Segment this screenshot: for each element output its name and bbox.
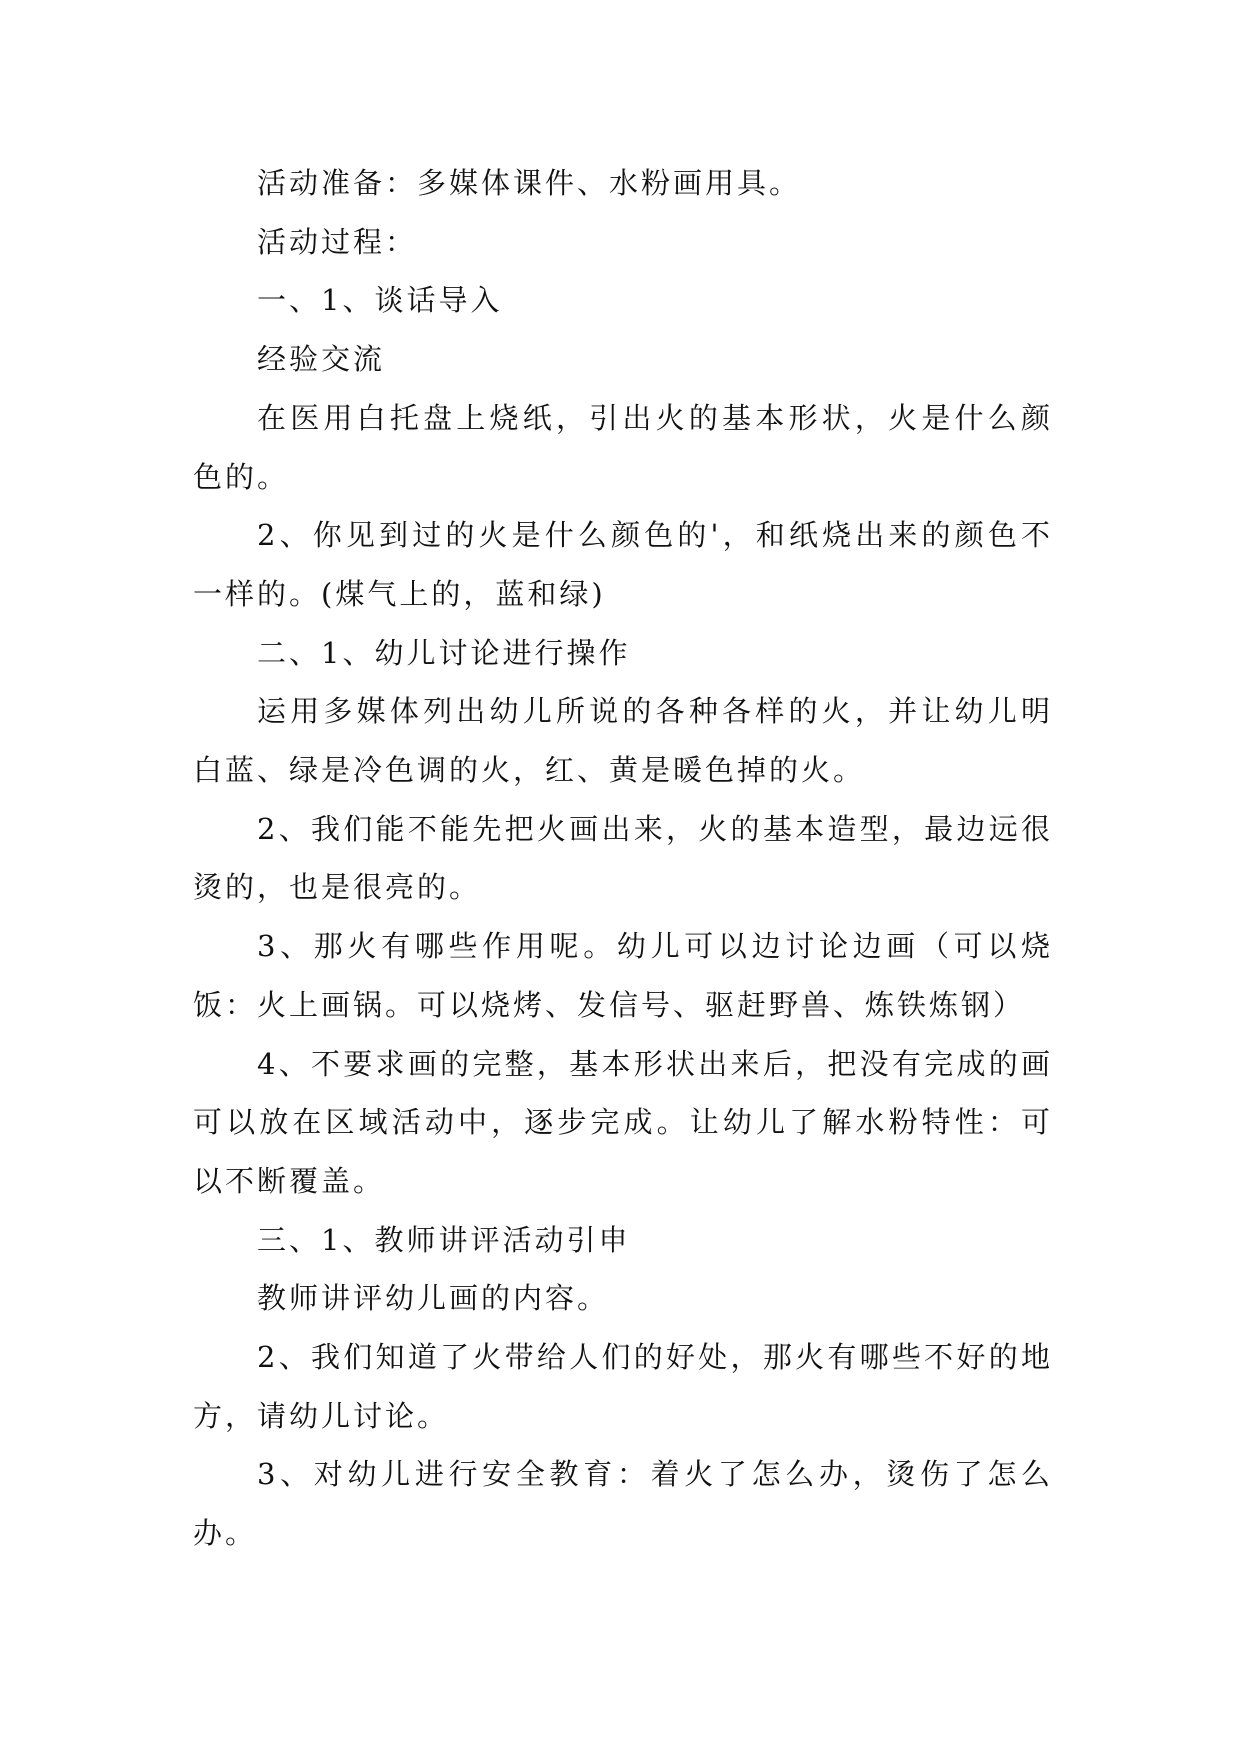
paragraph-teacher-review: 教师讲评幼儿画的内容。 (257, 1281, 610, 1316)
paragraph-burn-paper: 在医用白托盘上烧纸，引出火的基本形状，火是什么颜色的。 (193, 400, 1053, 494)
paragraph-safety-education: 3、对幼儿进行安全教育：着火了怎么办，烫伤了怎么办。 (193, 1457, 1053, 1551)
paragraph-section-2-title: 二、1、幼儿讨论进行操作 (257, 635, 631, 670)
paragraph-section-3-title: 三、1、教师讲评活动引申 (257, 1222, 631, 1257)
paragraph-draw-fire: 2、我们能不能先把火画出来，火的基本造型，最边远很烫的，也是很亮的。 (193, 811, 1053, 905)
paragraph-fire-colors: 2、你见到过的火是什么颜色的'，和纸烧出来的颜色不一样的。(煤气上的，蓝和绿) (193, 518, 1053, 611)
paragraph-process-heading: 活动过程： (257, 224, 418, 259)
paragraph-fire-uses: 3、那火有哪些作用呢。幼儿可以边讨论边画（可以烧饭：火上画锅。可以烧烤、发信号、驱赶野兽、炼铁炼钢） (193, 929, 1053, 1022)
paragraph-preparation: 活动准备：多媒体课件、水粉画用具。 (257, 166, 802, 200)
paragraph-completion: 4、不要求画的完整，基本形状出来后，把没有完成的画可以放在区域活动中，逐步完成。让幼儿了解水粉特性：可以不断覆盖。 (193, 1046, 1053, 1198)
document-body (193, 154, 1053, 1563)
paragraph-fire-dangers: 2、我们知道了火带给人们的好处，那火有哪些不好的地方，请幼儿讨论。 (193, 1340, 1053, 1433)
paragraph-section-1-title: 一、1、谈话导入 (257, 283, 503, 318)
paragraph-experience: 经验交流 (257, 342, 386, 377)
paragraph-multimedia: 运用多媒体列出幼儿所说的各种各样的火，并让幼儿明白蓝、绿是冷色调的火，红、黄是暖色掉的火。 (193, 694, 1053, 788)
